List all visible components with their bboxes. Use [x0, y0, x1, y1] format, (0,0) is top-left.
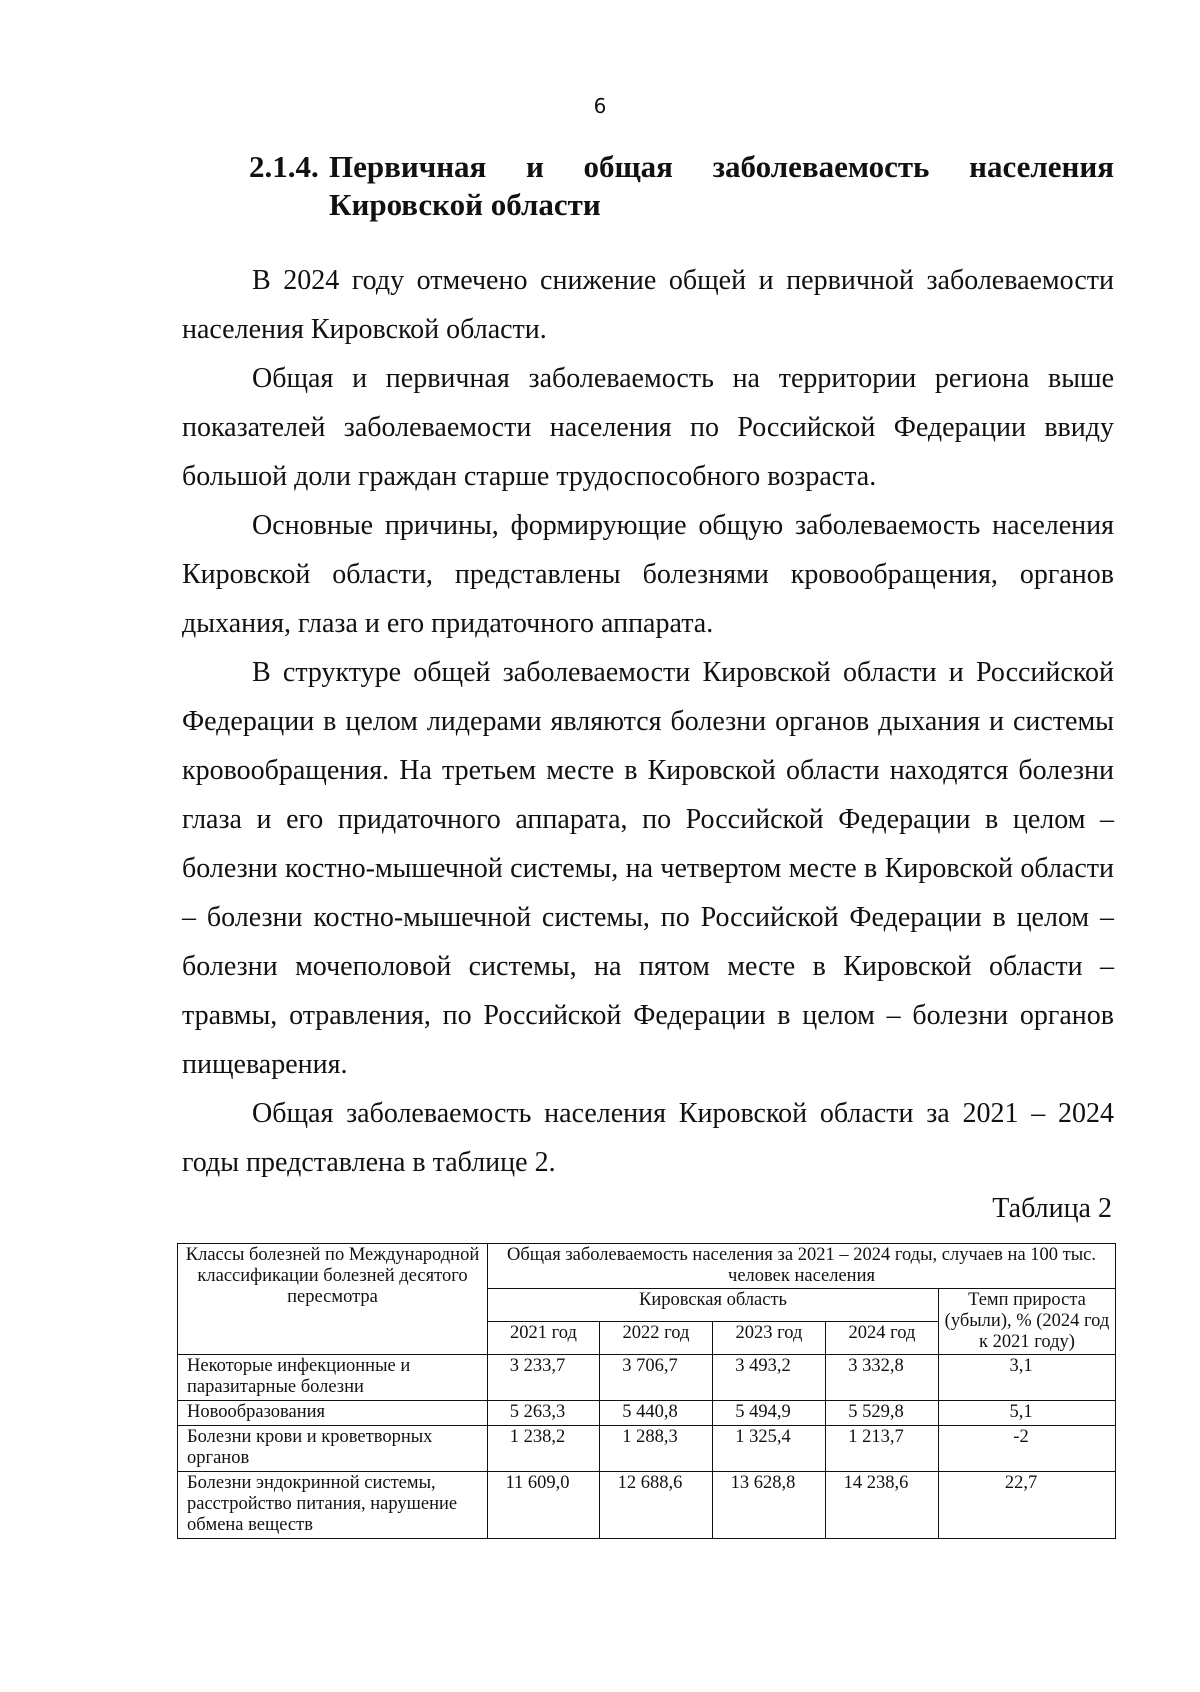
cell-value: 1 238,2	[488, 1426, 600, 1472]
header-disease-class: Классы болезней по Международной классификации болезней десятого пересмотра	[178, 1244, 488, 1355]
cell-value: 3 493,2	[713, 1355, 826, 1401]
cell-growth: -2	[939, 1426, 1116, 1472]
table-caption: Таблица 2	[992, 1193, 1112, 1224]
header-year: 2022 год	[600, 1322, 713, 1355]
cell-growth: 5,1	[939, 1401, 1116, 1426]
paragraph: Общая заболеваемость населения Кировской области за 2021 – 2024 годы представлена в таблице 2.	[182, 1098, 1114, 1178]
cell-growth: 22,7	[939, 1472, 1116, 1539]
paragraph: Основные причины, формирующие общую заболеваемость населения Кировской области, представлены болезнями кровообращения, органов дыхания, глаза и его придаточного аппарата.	[182, 510, 1114, 639]
cell-value: 1 213,7	[826, 1426, 939, 1472]
paragraph: В структуре общей заболеваемости Кировской области и Российской Федерации в целом лидерами являются болезни органов дыхания и системы кровообращения. На третьем месте в Кировской области находятся болезни глаза и его придаточного аппарата, по Российской Федерации в целом – болезни костно-мышечной системы, на четвертом месте в Кировской области – болезни костно-мышечной системы, по Российской Федерации в целом – болезни мочеполовой системы, на пятом месте в Кировской области – травмы, отравления, по Российской Федерации в целом – болезни органов пищеварения.	[182, 657, 1114, 1080]
header-group: Общая заболеваемость населения за 2021 – 2024 годы, случаев на 100 тыс. человек населения	[488, 1244, 1116, 1289]
row-label: Болезни крови и кроветворных органов	[178, 1426, 488, 1472]
cell-value: 5 440,8	[600, 1401, 713, 1426]
page-number: 6	[593, 94, 607, 118]
cell-value: 3 233,7	[488, 1355, 600, 1401]
section-heading	[249, 148, 1114, 224]
cell-value: 14 238,6	[826, 1472, 939, 1539]
header-year: 2021 год	[488, 1322, 600, 1355]
header-year: 2023 год	[713, 1322, 826, 1355]
morbidity-table	[177, 1243, 1116, 1539]
header-year: 2024 год	[826, 1322, 939, 1355]
row-label: Новообразования	[178, 1401, 488, 1426]
row-label: Некоторые инфекционные и паразитарные болезни	[178, 1355, 488, 1401]
table-row	[178, 1401, 1116, 1426]
cell-value: 12 688,6	[600, 1472, 713, 1539]
body-text	[182, 256, 1114, 1187]
cell-value: 13 628,8	[713, 1472, 826, 1539]
cell-value: 3 332,8	[826, 1355, 939, 1401]
row-label: Болезни эндокринной системы, расстройство питания, нарушение обмена веществ	[178, 1472, 488, 1539]
header-growth: Темп прироста (убыли), % (2024 год к 2021 году)	[939, 1289, 1116, 1355]
cell-value: 1 325,4	[713, 1426, 826, 1472]
section-number: 2.1.4.	[249, 149, 319, 184]
table-row	[178, 1426, 1116, 1472]
cell-value: 1 288,3	[600, 1426, 713, 1472]
paragraph: В 2024 году отмечено снижение общей и первичной заболеваемости населения Кировской области.	[182, 265, 1114, 345]
header-region: Кировская область	[488, 1289, 939, 1322]
cell-value: 5 494,9	[713, 1401, 826, 1426]
table-row	[178, 1355, 1116, 1401]
cell-value: 5 529,8	[826, 1401, 939, 1426]
cell-value: 3 706,7	[600, 1355, 713, 1401]
cell-value: 5 263,3	[488, 1401, 600, 1426]
table-row	[178, 1472, 1116, 1539]
paragraph: Общая и первичная заболеваемость на территории региона выше показателей заболеваемости населения по Российской Федерации ввиду большой доли граждан старше трудоспособного возраста.	[182, 363, 1114, 492]
section-title: Первичная и общая заболеваемость населения Кировской области	[329, 149, 1114, 222]
cell-value: 11 609,0	[488, 1472, 600, 1539]
cell-growth: 3,1	[939, 1355, 1116, 1401]
